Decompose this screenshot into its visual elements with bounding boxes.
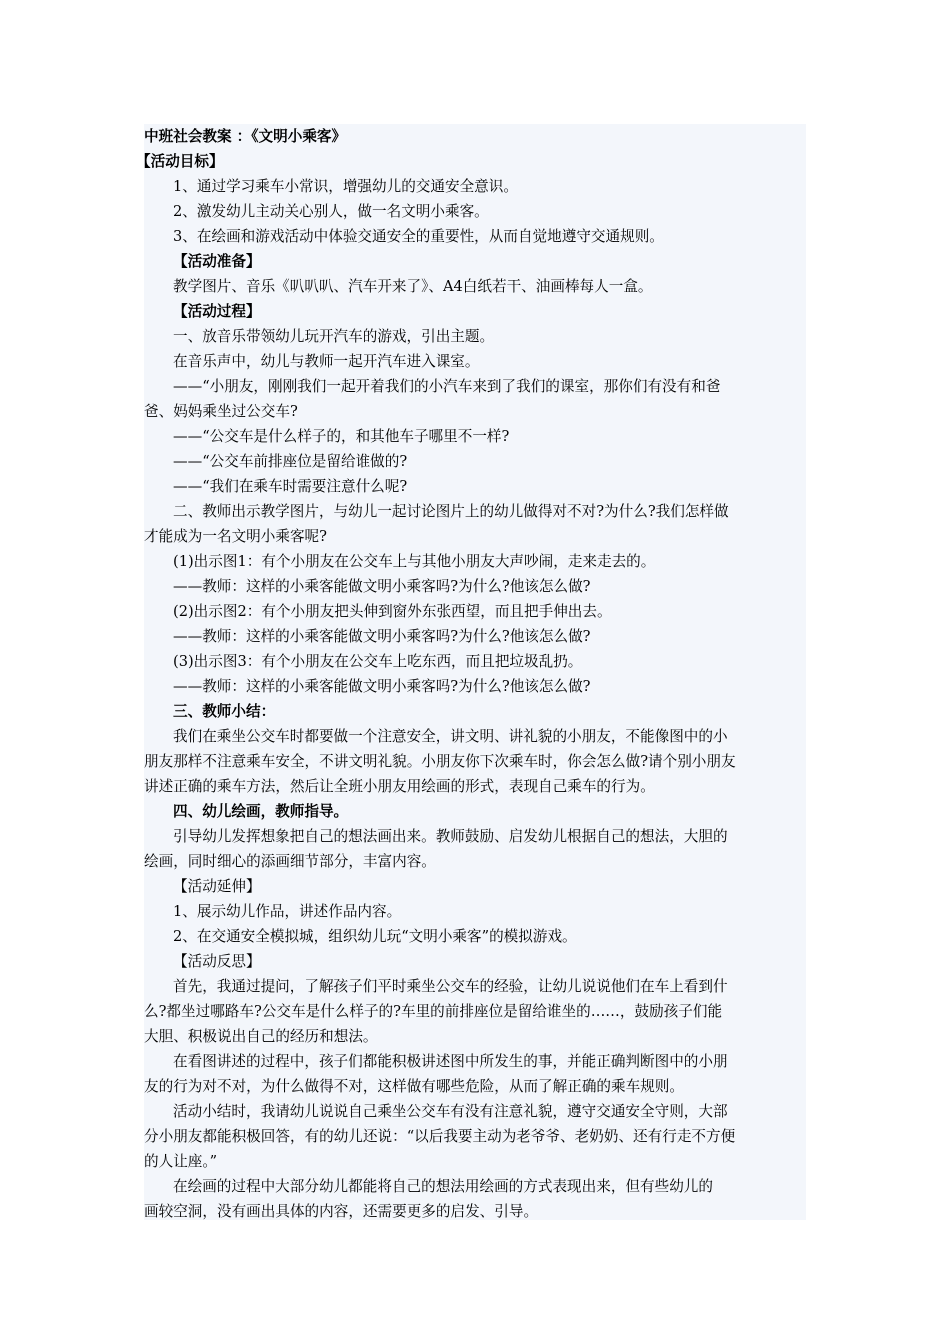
- doc-title: 中班社会教案 ：《文明小乘客》: [144, 128, 347, 145]
- step3-line3: 讲述正确的乘车方法，然后让全班小朋友用绘画的形式，表现自己乘车的行为。: [144, 778, 655, 795]
- reflection-3-line1: 活动小结时，我请幼儿说说自己乘坐公交车有没有注意礼貌，遵守交通安全守则，大部: [173, 1103, 728, 1120]
- extension-2: 2、在交通安全模拟城，组织幼儿玩“文明小乘客”的模拟游戏。: [173, 928, 577, 945]
- reflection-1-line2: 么?都坐过哪路车?公交车是什么样子的?车里的前排座位是留给谁坐的……，鼓励孩子们能: [144, 1003, 723, 1020]
- reflection-2-line2: 友的行为对不对，为什么做得不对，这样做有哪些危险，从而了解正确的乘车规则。: [144, 1078, 684, 1095]
- step4-heading: 四、幼儿绘画，教师指导。: [173, 803, 349, 820]
- reflection-4-line2: 画较空洞，没有画出具体的内容，还需要更多的启发、引导。: [144, 1203, 539, 1220]
- step3-heading: 三、教师小结：: [173, 703, 276, 720]
- step2-line2: 才能成为一名文明小乘客呢?: [144, 528, 327, 545]
- reflection-1-line3: 大胆、积极说出自己的经历和想法。: [144, 1028, 378, 1045]
- step3-line1: 我们在乘坐公交车时都要做一个注意安全，讲文明、讲礼貌的小朋友，不能像图中的小: [173, 728, 728, 745]
- goal-1: 1、通过学习乘车小常识，增强幼儿的交通安全意识。: [173, 178, 518, 195]
- reflection-3-line3: 的人让座。”: [144, 1153, 218, 1170]
- process-heading: 【活动过程】: [173, 303, 261, 320]
- question-4: ——“我们在乘车时需要注意什么呢?: [173, 478, 408, 495]
- question-3: ——“公交车前排座位是留给谁做的?: [173, 453, 408, 470]
- question-1-line1: ——“小朋友，刚刚我们一起开着我们的小汽车来到了我们的课室，那你们有没有和爸: [173, 378, 721, 395]
- step4-line1: 引导幼儿发挥想象把自己的想法画出来。教师鼓励、启发幼儿根据自己的想法，大胆的: [173, 828, 728, 845]
- prep-heading: 【活动准备】: [173, 253, 261, 270]
- goal-2: 2、激发幼儿主动关心别人，做一名文明小乘客。: [173, 203, 489, 220]
- extension-1: 1、展示幼儿作品，讲述作品内容。: [173, 903, 402, 920]
- picture-1-question: ——教师：这样的小乘客能做文明小乘客吗?为什么?他该怎么做?: [173, 578, 591, 595]
- reflection-4-line1: 在绘画的过程中大部分幼儿都能将自己的想法用绘画的方式表现出来，但有些幼儿的: [173, 1178, 713, 1195]
- step2-line1: 二、教师出示教学图片，与幼儿一起讨论图片上的幼儿做得对不对?为什么?我们怎样做: [173, 503, 729, 520]
- picture-3: (3)出示图3：有个小朋友在公交车上吃东西，而且把垃圾乱扔。: [173, 653, 583, 670]
- reflection-3-line2: 分小朋友都能积极回答，有的幼儿还说：“以后我要主动为老爷爷、老奶奶、还有行走不方便: [144, 1128, 736, 1145]
- step1: 一、放音乐带领幼儿玩开汽车的游戏，引出主题。: [173, 328, 495, 345]
- prep-text: 教学图片、音乐《叭叭叭、汽车开来了》、A4白纸若干、油画棒每人一盒。: [173, 278, 653, 295]
- goal-heading: 【活动目标】: [136, 153, 224, 170]
- goal-3: 3、在绘画和游戏活动中体验交通安全的重要性，从而自觉地遵守交通规则。: [173, 228, 664, 245]
- picture-3-question: ——教师：这样的小乘客能做文明小乘客吗?为什么?他该怎么做?: [173, 678, 591, 695]
- question-1-line2: 爸、妈妈乘坐过公交车?: [144, 403, 298, 420]
- question-2: ——“公交车是什么样子的，和其他车子哪里不一样?: [173, 428, 510, 445]
- extension-heading: 【活动延伸】: [173, 878, 261, 895]
- step4-line2: 绘画，同时细心的添画细节部分，丰富内容。: [144, 853, 436, 870]
- step1-desc: 在音乐声中，幼儿与教师一起开汽车进入课室。: [173, 353, 480, 370]
- reflection-heading: 【活动反思】: [173, 953, 261, 970]
- reflection-2-line1: 在看图讲述的过程中，孩子们都能积极讲述图中所发生的事，并能正确判断图中的小朋: [173, 1053, 728, 1070]
- picture-2: (2)出示图2：有个小朋友把头伸到窗外东张西望，而且把手伸出去。: [173, 603, 612, 620]
- picture-2-question: ——教师：这样的小乘客能做文明小乘客吗?为什么?他该怎么做?: [173, 628, 591, 645]
- picture-1: (1)出示图1：有个小朋友在公交车上与其他小朋友大声吵闹，走来走去的。: [173, 553, 656, 570]
- reflection-1-line1: 首先，我通过提问，了解孩子们平时乘坐公交车的经验，让幼儿说说他们在车上看到什: [173, 978, 728, 995]
- step3-line2: 朋友那样不注意乘车安全，不讲文明礼貌。小朋友你下次乘车时，你会怎么做?请个别小朋友: [144, 753, 736, 770]
